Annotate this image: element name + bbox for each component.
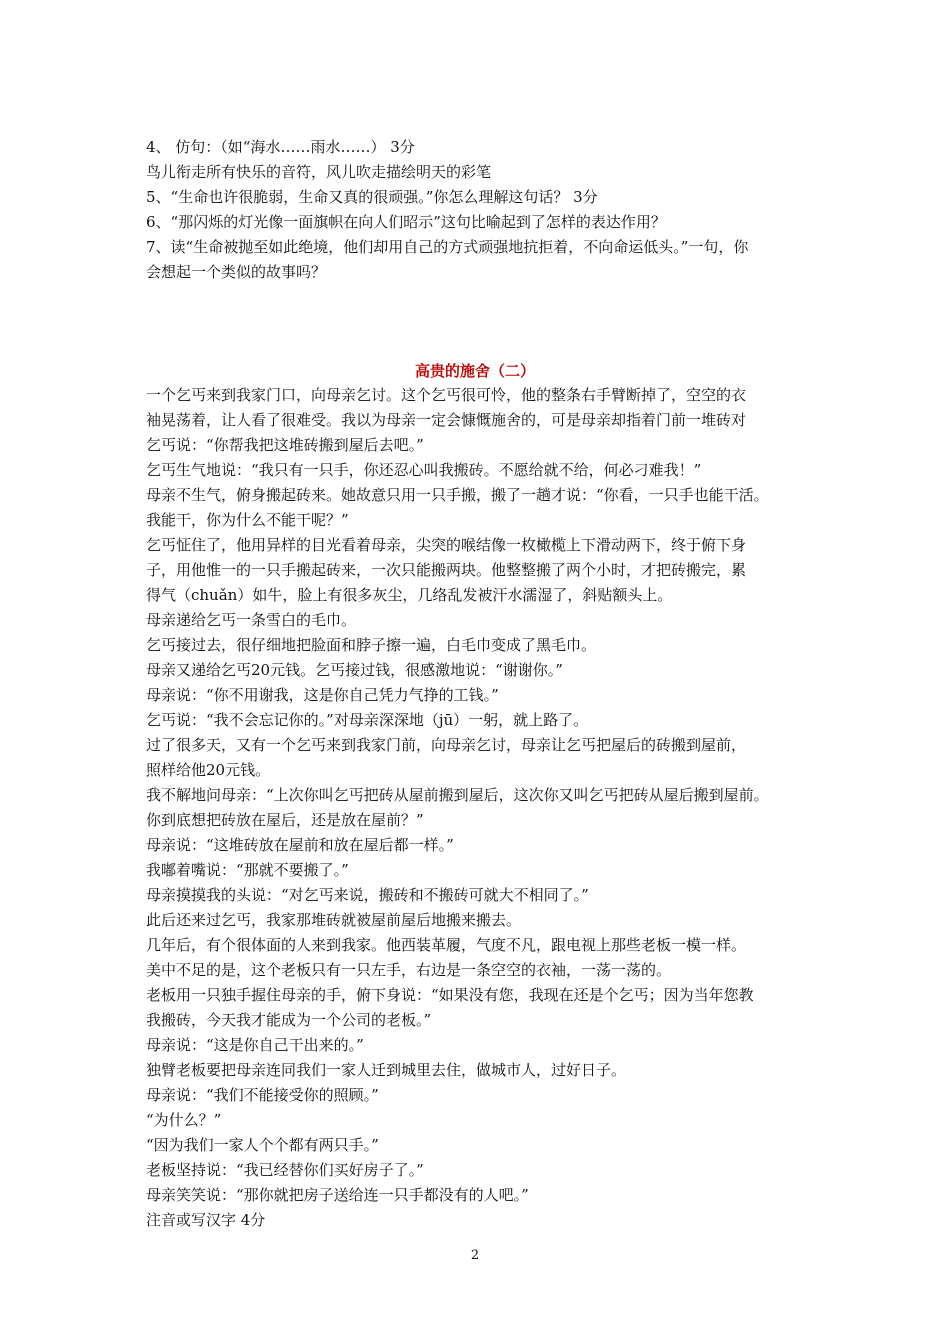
page-number: 2 [470,1248,480,1263]
article-line: 母亲又递给乞丐20元钱。乞丐接过钱，很感激地说：“谢谢你。” [146,661,563,679]
article-line: 母亲递给乞丐一条雪白的毛巾。 [146,611,357,629]
article-line: 一个乞丐来到我家门口，向母亲乞讨。这个乞丐很可怜，他的整条右手臂断掉了，空空的衣 [146,386,747,404]
article-line: 注音或写汉字 4分 [146,1211,266,1229]
question-line: 会想起一个类似的故事吗？ [146,263,327,281]
article-line: 袖晃荡着，让人看了很难受。我以为母亲一定会慷慨施舍的，可是母亲却指着门前一堆砖对 [146,411,747,429]
article-line: 你到底想把砖放在屋后，还是放在屋前？” [146,811,424,829]
question-line: 6、“那闪烁的灯光像一面旗帜在向人们昭示”这句比喻起到了怎样的表达作用？ [146,213,666,231]
article-body [146,383,826,1233]
article-line: 乞丐怔住了，他用异样的目光看着母亲，尖突的喉结像一枚橄榄上下滑动两下，终于俯下身 [146,536,747,554]
article-line: 我搬砖，今天我才能成为一个公司的老板。” [146,1011,432,1029]
article-line: 独臂老板要把母亲连同我们一家人迁到城里去住，做城市人，过好日子。 [146,1061,627,1079]
article-line: 母亲笑笑说：“那你就把房子送给连一只手都没有的人吧。” [146,1186,529,1204]
question-line: 鸟儿衔走所有快乐的音符，风儿吹走描绘明天的彩笔 [146,163,492,181]
article-line: 母亲不生气，俯身搬起砖来。她故意只用一只手搬，搬了一趟才说：“你看，一只手也能干活。 [146,486,769,504]
article-line: 母亲说：“你不用谢我，这是你自己凭力气挣的工钱。” [146,686,499,704]
article-line: 得气（chuǎn）如牛，脸上有很多灰尘，几络乱发被汗水濡湿了，斜贴额头上。 [146,586,673,604]
article-line: 照样给他20元钱。 [146,761,271,779]
article-line: 子，用他惟一的一只手搬起砖来，一次只能搬两块。他整整搬了两个小时，才把砖搬完，累 [146,561,747,579]
article-line: “因为我们一家人个个都有两只手。” [146,1136,379,1154]
article-line: 老板用一只独手握住母亲的手，俯下身说：“如果没有您，我现在还是个乞丐；因为当年您教 [146,986,754,1004]
article-line: 乞丐生气地说：“我只有一只手，你还忍心叫我搬砖。不愿给就不给，何必刁难我！” [146,461,702,479]
article-line: 乞丐接过去，很仔细地把脸面和脖子擦一遍，白毛巾变成了黑毛巾。 [146,636,597,654]
article-line: 老板坚持说：“我已经替你们买好房子了。” [146,1161,424,1179]
question-line: 4、 仿句：（如“海水……雨水……） 3分 [146,138,415,156]
article-line: 此后还来过乞丐，我家那堆砖就被屋前屋后地搬来搬去。 [146,911,522,929]
article-line: 乞丐说：“你帮我把这堆砖搬到屋后去吧。” [146,436,424,454]
article-line: 母亲说：“这堆砖放在屋前和放在屋后都一样。” [146,836,454,854]
questions-section [146,135,826,285]
question-line: 5、“生命也许很脆弱，生命又真的很顽强。”你怎么理解这句话？ 3分 [146,188,598,206]
article-line: 母亲说：“我们不能接受你的照顾。” [146,1086,379,1104]
article-line: 几年后，有个很体面的人来到我家。他西装革履，气度不凡，跟电视上那些老板一模一样。 [146,936,747,954]
article-line: 美中不足的是，这个老板只有一只左手，右边是一条空空的衣袖，一荡一荡的。 [146,961,672,979]
question-line: 7、读“生命被抛至如此绝境，他们却用自己的方式顽强地抗拒着，不向命运低头。”一句，你 [146,238,749,256]
article-line: 我不解地问母亲：“上次你叫乞丐把砖从屋前搬到屋后，这次你又叫乞丐把砖从屋后搬到屋前。 [146,786,769,804]
article-title: 高贵的施舍（二） [414,362,535,380]
article-line: 乞丐说：“我不会忘记你的。”对母亲深深地（jū）一躬，就上路了。 [146,711,589,729]
article-line: “为什么？” [146,1111,222,1129]
article-line: 母亲摸摸我的头说：“对乞丐来说，搬砖和不搬砖可就大不相同了。” [146,886,589,904]
article-line: 我嘟着嘴说：“那就不要搬了。” [146,861,349,879]
article-line: 我能干，你为什么不能干呢？” [146,511,349,529]
article-line: 母亲说：“这是你自己干出来的。” [146,1036,364,1054]
article-line: 过了很多天，又有一个乞丐来到我家门前，向母亲乞讨，母亲让乞丐把屋后的砖搬到屋前， [146,736,747,754]
